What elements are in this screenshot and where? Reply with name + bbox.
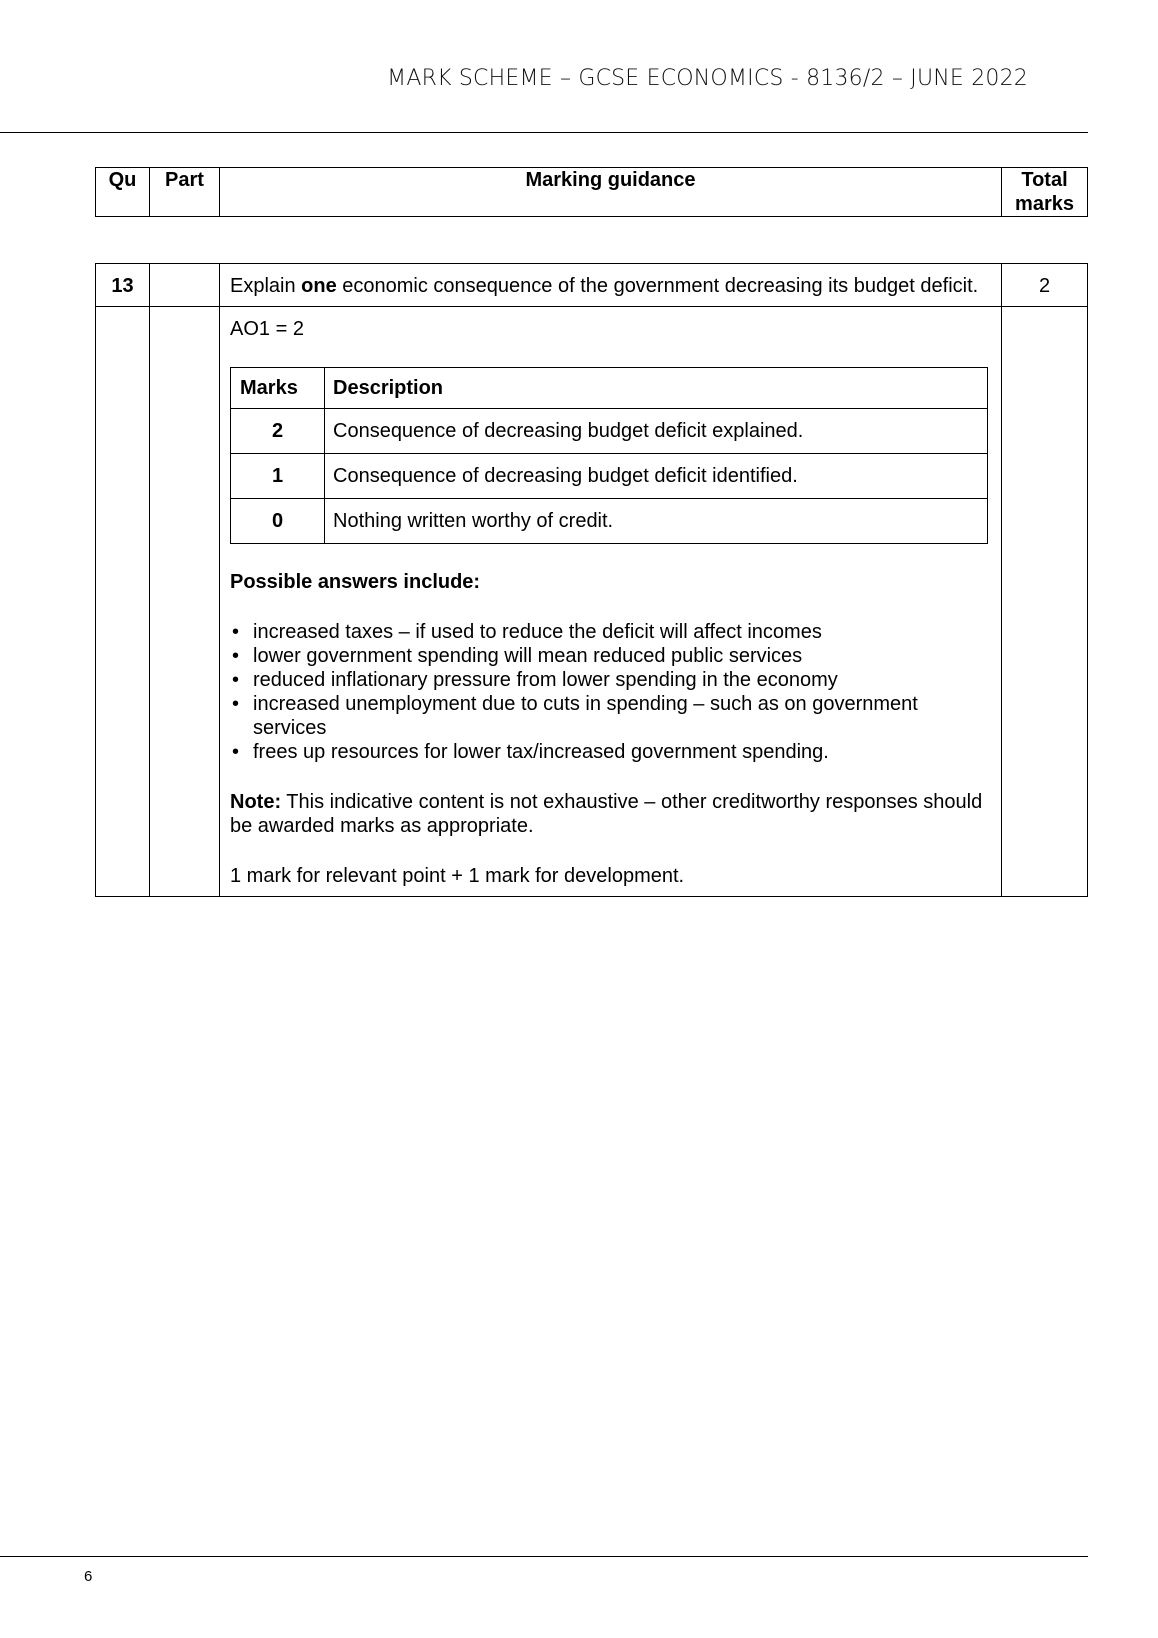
possible-answers-heading: Possible answers include: [230, 571, 481, 593]
guidance-part-cell [150, 307, 220, 897]
mark-levels-header-marks: Marks [231, 368, 325, 409]
note-text: This indicative content is not exhaustive – other creditworthy responses should be awarded marks as appropriate. [230, 791, 983, 837]
question-total-marks: 2 [1002, 264, 1088, 307]
indicative-content-note [230, 790, 988, 838]
question-text [220, 264, 1002, 307]
question-text-emphasis: one [301, 275, 337, 297]
answer-list-item: • reduced inflationary pressure from lower spending in the economy [230, 668, 988, 692]
footer-rule [0, 1556, 1088, 1557]
answer-list-item: • lower government spending will mean reduced public services [230, 644, 988, 668]
question-number: 13 [96, 264, 150, 307]
mark-level-row [231, 454, 988, 499]
note-label: Note: [230, 791, 282, 813]
guidance-row [96, 307, 1088, 897]
guidance-total-cell [1002, 307, 1088, 897]
answer-list-item: • increased unemployment due to cuts in spending – such as on government services [230, 692, 988, 740]
column-header-marking-guidance: Marking guidance [220, 168, 1002, 217]
mark-level-value: 2 [231, 409, 325, 454]
mark-level-row [231, 409, 988, 454]
mark-level-value: 1 [231, 454, 325, 499]
question-row [96, 264, 1088, 307]
column-header-table [95, 167, 1088, 217]
mark-levels-header-description: Description [325, 368, 988, 409]
mark-level-description: Consequence of decreasing budget deficit identified. [325, 454, 988, 499]
mark-level-description: Nothing written worthy of credit. [325, 499, 988, 544]
column-header-total-marks: Total marks [1002, 168, 1088, 217]
column-header-row [96, 168, 1088, 217]
column-header-qu: Qu [96, 168, 150, 217]
column-header-part: Part [150, 168, 220, 217]
page-number: 6 [84, 1568, 93, 1585]
question-text-before: Explain [230, 275, 302, 297]
assessment-objective: AO1 = 2 [230, 318, 304, 340]
possible-answers-list [230, 620, 988, 764]
question-text-after: economic consequence of the government decreasing its budget deficit. [336, 275, 979, 297]
answer-list-item: • frees up resources for lower tax/increased government spending. [230, 740, 988, 764]
mark-allocation: 1 mark for relevant point + 1 mark for development. [230, 865, 685, 887]
marking-guidance-cell [220, 307, 1002, 897]
answer-list-item: • increased taxes – if used to reduce the deficit will affect incomes [230, 620, 988, 644]
question-part [150, 264, 220, 307]
mark-levels-table [230, 367, 988, 544]
header-rule [0, 132, 1088, 133]
page-header-title: MARK SCHEME – GCSE ECONOMICS - 8136/2 – JUNE 2022 [387, 66, 1028, 91]
question-13-table [95, 263, 1088, 897]
guidance-qu-cell [96, 307, 150, 897]
mark-level-description: Consequence of decreasing budget deficit explained. [325, 409, 988, 454]
mark-level-row [231, 499, 988, 544]
mark-level-value: 0 [231, 499, 325, 544]
mark-levels-header-row [231, 368, 988, 409]
